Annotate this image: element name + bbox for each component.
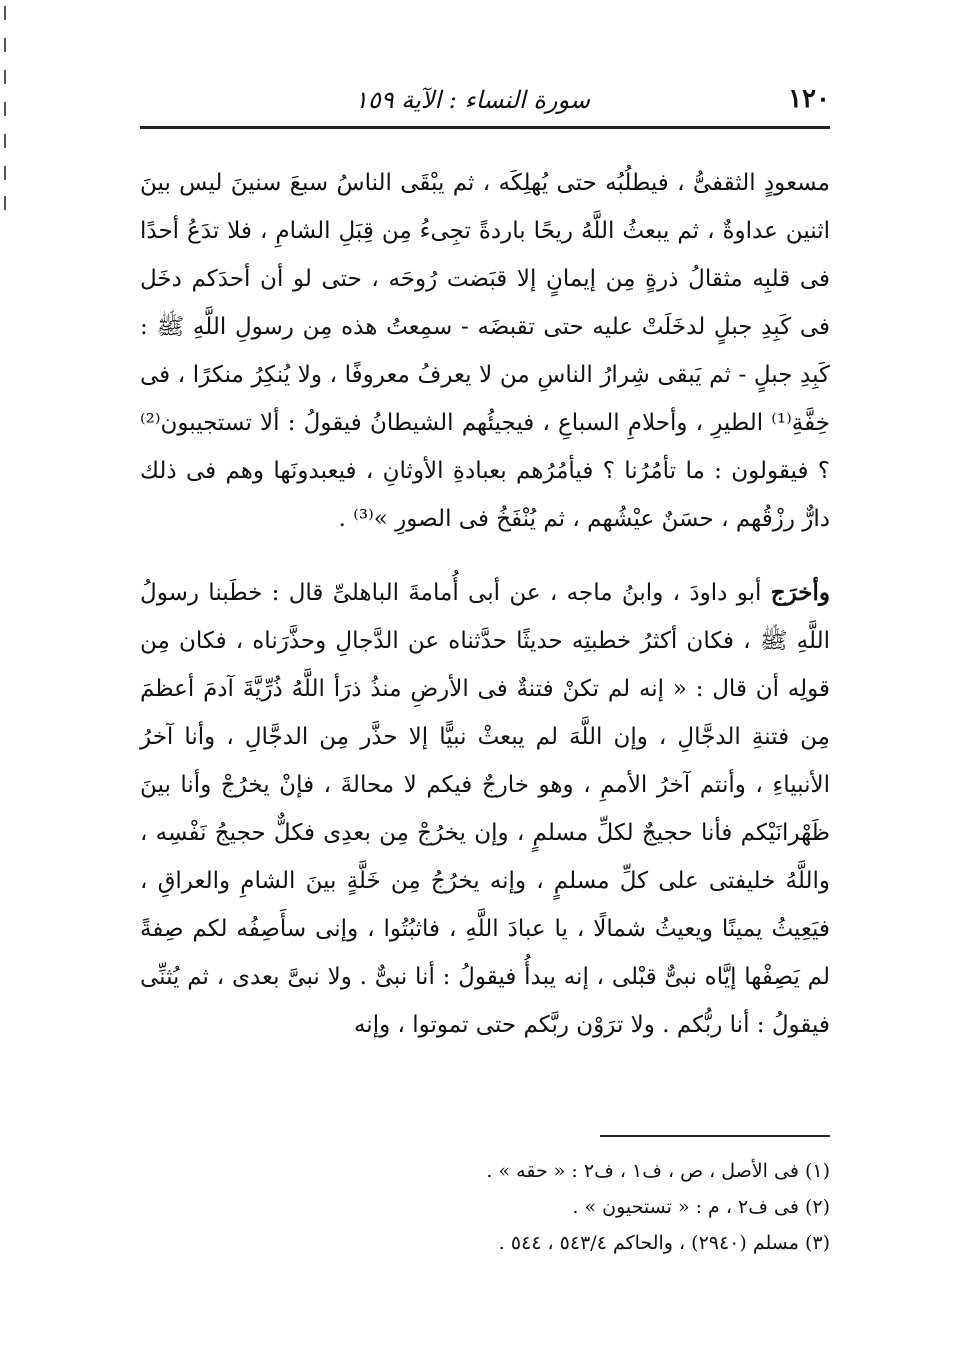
paragraph-2-lead-word: وأخرَج [770, 579, 830, 606]
paragraph-2-text: أبو داودَ ، وابنُ ماجه ، عن أبى أُمامةَ الباهلىِّ قال : خطَبنا رسولُ اللَّهِ ﷺ ، فكان أكثرُ خطبتِه حديثًا حدَّثناه عن الدَّجالِ وحذَّرَناه ، فكان مِن قولِه أن قال : « إنه لم تكنْ فتنةٌ فى الأرضِ منذُ ذرَأ اللَّهُ ذُرِّيَّةَ آدمَ أعظمَ مِن فتنةِ الدجَّالِ ، وإن اللَّهَ لم يبعثْ نبيًّا إلا حذَّر مِن الدجَّالِ ، وأنا آخرُ الأنبياءِ ، وأنتم آخرُ الأممِ ، وهو خارجٌ فيكم لا محالةَ ، فإنْ يخرُجْ وأنا بينَ ظَهْرانَيْكم فأنا حجيجٌ لكلِّ مسلمٍ ، وإن يخرُجْ مِن بعدِى فكلٌّ حجيجُ نَفْسِه ، واللَّهُ خليفتى على كلِّ مسلمٍ ، وإنه يخرُجُ مِن خَلَّةٍ بينَ الشامِ والعراقِ ، فيَعِيثُ يمينًا ويعيثُ شمالًا ، يا عبادَ اللَّهِ ، فاثبُتُوا ، وإنى سأَصِفُه لكم صِفةً لم يَصِفْها إيَّاه نبىٌّ قبْلى ، إنه يبدأُ فيقولُ : أنا نبىٌّ . ولا نبىَّ بعدى ، ثم يُثنِّى فيقولُ : أنا ربُّكم . ولا ترَوْن ربَّكم حتى تموتوا ، وإنه [140, 580, 830, 1038]
footnote-separator [600, 1135, 830, 1137]
footnote-1: (١) فى الأصل ، ص ، ف١ ، ف٢ : « حقه » . [486, 1160, 830, 1182]
header-rule [140, 126, 830, 129]
paragraph-1-text: مسعودٍ الثقفىُّ ، فيطلُبُه حتى يُهلِكَه ، ثم يبْقَى الناسُ سبعَ سنينَ ليس بينَ اثنين عداوةٌ ، ثم يبعثُ اللَّهُ ريحًا باردةً تجِىءُ مِن قِبَلِ الشامِ ، فلا تدَعُ أحدًا فى قلبِه مثقالُ ذرةٍ مِن إيمانٍ إلا قبَضت رُوحَه ، حتى لو أن أحدَكم دخَل فى كَبِدِ جبلٍ لدخَلَتْ عليه حتى تقبضَه - سمِعتُ هذه مِن رسولِ اللَّهِ ﷺ : كَبِدِ جبلٍ - ثم يَبقى شِرارُ الناسِ من لا يعرفُ معروفًا ، ولا يُنكِرُ منكرًا ، فى خِفَّةِ⁽¹⁾ الطيرِ ، وأحلامِ السباعِ ، فيجيئُهم الشيطانُ فيقولُ : ألا تستجيبون⁽²⁾ ؟ فيقولون : ما تأمُرُنا ؟ فيأمُرُهم بعبادةِ الأوثانِ ، فيعبدونَها وهم فى ذلك دارٌّ رزْقُهم ، حسَنٌ عيْشُهم ، ثم يُنْفَخُ فى الصورِ »⁽³⁾ . [140, 170, 830, 532]
page-number: ١٢٠ [788, 84, 830, 114]
footnotes [140, 1153, 830, 1261]
running-title: سورة النساء : الآية ١٥٩ [354, 86, 590, 114]
body-text [140, 159, 830, 1049]
paragraph-2 [140, 569, 830, 1049]
footnote-2: (٢) فى ف٢ ، م : « تستحيون » . [572, 1196, 830, 1218]
page-header [140, 70, 830, 118]
footnote-3: (٣) مسلم (٢٩٤٠) ، والحاكم ٥٤٣/٤ ، ٥٤٤ . [498, 1232, 830, 1254]
page-edge-marks [4, 0, 7, 210]
paragraph-1 [140, 159, 830, 543]
book-page [140, 70, 830, 1261]
